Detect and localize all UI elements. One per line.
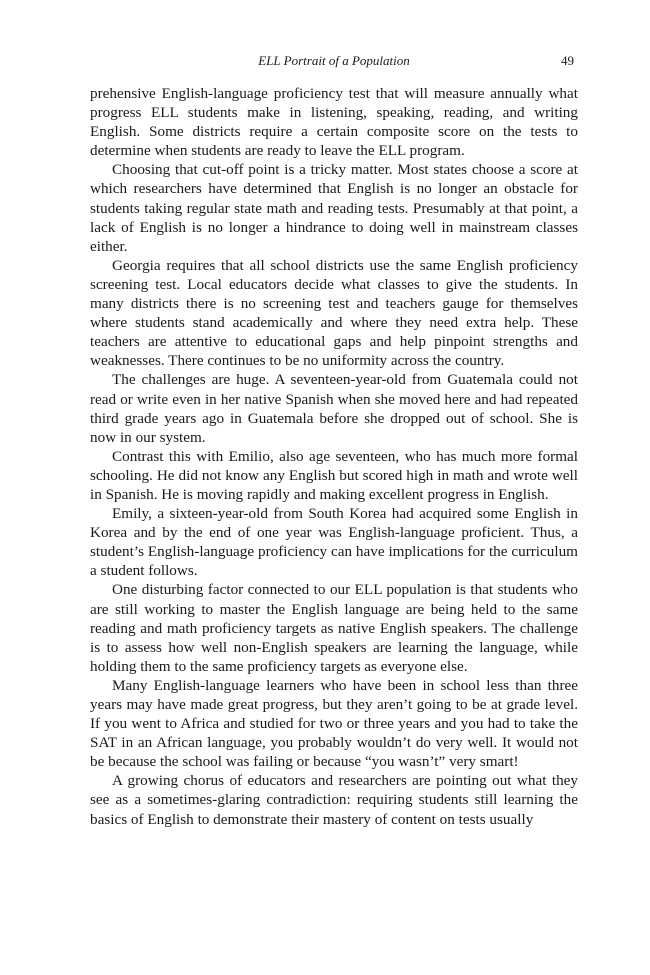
paragraph: Emily, a sixteen-year-old from South Korea had acquired some English in Korea and by the end of one year was English-language proficient. Thus, a student’s English-language proficiency can have implications for the curriculum a student follows. <box>90 505 578 580</box>
paragraph: Many English-language learners who have been in school less than three years may have made great progress, but they aren’t going to be at grade level. If you went to Africa and studied for two or three years and you had to take the SAT in an African language, you probably wouldn’t do very well. It would not be because the school was failing or because “you wasn’t” very smart! <box>90 676 578 771</box>
paragraph: Contrast this with Emilio, also age seventeen, who has much more formal schooling. He did not know any English but scored high in math and wrote well in Spanish. He is moving rapidly and making excellent progress in English. <box>90 447 578 503</box>
page-number: 49 <box>561 53 574 68</box>
running-title: ELL Portrait of a Population <box>258 53 410 68</box>
running-head <box>90 53 578 73</box>
body-text <box>90 84 578 829</box>
paragraph: Georgia requires that all school districts use the same English proficiency screening test. Local educators decide what classes to give the students. In many districts there is no screening test and teachers gauge for themselves where students stand academically and where they need extra help. These teachers are attentive to educational gaps and help pinpoint strengths and weaknesses. There continues to be no uniformity across the country. <box>90 256 578 370</box>
paragraph: One disturbing factor connected to our ELL population is that students who are still working to master the English language are being held to the same reading and math proficiency targets as native English speakers. The challenge is to assess how well non-English speakers are learning the language, while holding them to the same proficiency targets as everyone else. <box>90 581 578 675</box>
paragraph: A growing chorus of educators and researchers are pointing out what they see as a sometimes-glaring contradiction: requiring students still learning the basics of English to demonstrate their mastery of content on tests usually <box>90 772 578 828</box>
paragraph: Choosing that cut-off point is a tricky matter. Most states choose a score at which researchers have determined that English is no longer an obstacle for students taking regular state math and reading tests. Presumably at that point, a lack of English is no longer a hindrance to doing well in mainstream classes either. <box>90 161 578 255</box>
paragraph: prehensive English-language proficiency test that will measure annually what progress ELL students make in listening, speaking, reading, and writing English. Some districts require a certain composite score on the tests to determine when students are ready to leave the ELL program. <box>90 85 578 160</box>
paragraph: The challenges are huge. A seventeen-year-old from Guatemala could not read or write even in her native Spanish when she moved here and had repeated third grade years ago in Guatemala before she dropped out of school. She is now in our system. <box>90 371 578 446</box>
